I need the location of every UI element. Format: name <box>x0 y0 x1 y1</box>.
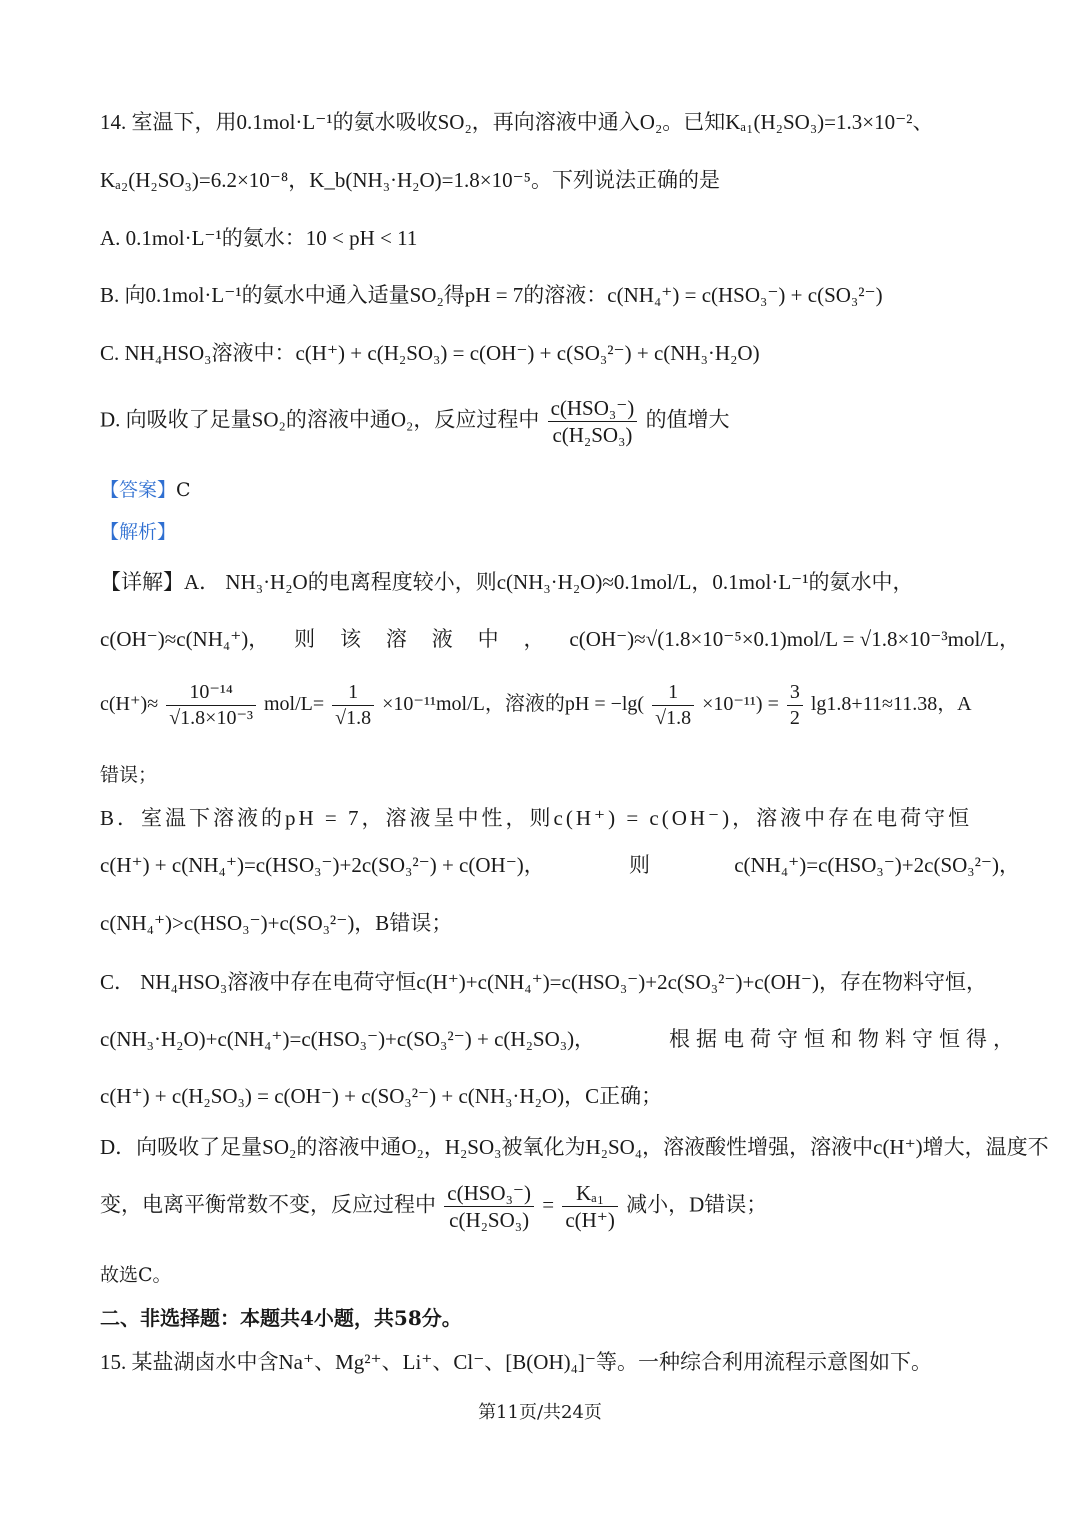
detail-a-line-2-part: ， <box>523 627 545 651</box>
d-line-2-equals: = <box>542 1192 555 1217</box>
detail-c-line-2-part: c(NH₃·H₂O)+c(NH₄⁺)=c(HSO₃⁻)+c(SO₃²⁻) + c(H₂SO₃)， <box>100 1027 596 1051</box>
option-d <box>100 395 1020 449</box>
detail-a-line-1: 【详解】A． NH₃·H₂O的电离程度较小，则c(NH₃·H₂O)≈0.1mol/L，0.1mol·L⁻¹的氨水中， <box>100 570 914 594</box>
detail-c-line-2-part: 根据电荷守恒和物料守恒得， <box>669 1027 1020 1051</box>
detail-c-line-3: c(H⁺) + c(H₂SO₃) = c(OH⁻) + c(SO₃²⁻) + c(NH₃·H₂O)，C正确； <box>100 1084 663 1108</box>
question-stem-line-1: 14. 室温下，用0.1mol·L⁻¹的氨水吸收SO₂，再向溶液中通入O₂。已知Kₐ₁(H₂SO₃)=1.3×10⁻²、 <box>100 110 934 134</box>
detail-d-line-2 <box>100 1180 1020 1234</box>
detail-a-line-2-part: c(OH⁻)≈c(NH₄⁺)， <box>100 627 270 651</box>
fraction-numerator: c(HSO₃⁻) <box>444 1180 534 1207</box>
detail-a-line-2-part: 溶 <box>385 627 407 651</box>
section-heading: 二、非选择题：本题共4小题，共58分。 <box>100 1306 462 1330</box>
d-line-2-suffix: 减小，D错误； <box>626 1192 768 1217</box>
option-d-fraction-numerator: c(HSO₃⁻) <box>548 395 638 422</box>
detail-c-line-1: C． NH₄HSO₃溶液中存在电荷守恒c(H⁺)+c(NH₄⁺)=c(HSO₃⁻)+2c(SO₃²⁻)+c(OH⁻)，存在物料守恒， <box>100 970 988 994</box>
d-line-2-fraction-1 <box>444 1180 534 1234</box>
option-b: B. 向0.1mol·L⁻¹的氨水中通入适量SO₂得pH = 7的溶液：c(NH₄⁺) = c(HSO₃⁻) + c(SO₃²⁻) <box>100 283 883 307</box>
detail-b-line-2-part: c(H⁺) + c(NH₄⁺)=c(HSO₃⁻)+2c(SO₃²⁻) + c(OH⁻)， <box>100 853 545 877</box>
detail-d-line-1: D．向吸收了足量SO₂的溶液中通O₂，H₂SO₃被氧化为H₂SO₄，溶液酸性增强，溶液中c(H⁺)增大，温度不 <box>100 1135 1049 1159</box>
detail-a-line-2-part: 中 <box>477 627 499 651</box>
detail-a-line-2-part: 该 <box>340 627 362 651</box>
detail-c-line-2 <box>100 1025 1020 1054</box>
detail-b-line-1: B．室温下溶液的pH = 7，溶液呈中性，则c(H⁺) = c(OH⁻)，溶液中存在电荷守恒 <box>100 806 973 830</box>
detail-a-line-4: 错误； <box>100 764 158 786</box>
detail-a-line-2 <box>100 625 1020 654</box>
a-line-3-mid-2: ×10⁻¹¹mol/L，溶液的pH = −lg( <box>382 693 645 716</box>
fraction-denominator: √1.8×10⁻³ <box>169 707 253 729</box>
fraction-numerator: 3 <box>787 680 803 706</box>
detail-b-line-3: c(NH₄⁺)>c(HSO₃⁻)+c(SO₃²⁻)，B错误； <box>100 911 453 935</box>
fraction-denominator: c(H⁺) <box>565 1208 615 1233</box>
fraction-denominator: √1.8 <box>655 707 692 729</box>
a-line-3-prefix: c(H⁺)≈ <box>100 693 159 716</box>
a-line-3-mid-1: mol/L= <box>264 693 325 716</box>
d-line-2-fraction-2 <box>562 1180 618 1234</box>
answer-tag: 【答案】 <box>100 479 177 501</box>
a-line-3-end: lg1.8+11≈11.38，A <box>810 693 972 716</box>
option-a: A. 0.1mol·L⁻¹的氨水：10 < pH < 11 <box>100 226 418 250</box>
conclusion: 故选C。 <box>100 1264 172 1286</box>
fraction-numerator: 1 <box>332 680 374 706</box>
a-line-3-fraction-1 <box>166 680 256 731</box>
a-line-3-fraction-3 <box>652 680 694 731</box>
answer-value: C <box>176 479 191 501</box>
option-d-prefix: D. 向吸收了足量SO₂的溶液中通O₂，反应过程中 <box>100 407 540 432</box>
detail-a-line-2-part: c(OH⁻)≈√(1.8×10⁻⁵×0.1)mol/L = √1.8×10⁻³mol/L， <box>569 627 1020 651</box>
fraction-numerator: Kₐ₁ <box>562 1180 618 1207</box>
a-line-3-fraction-2 <box>332 680 374 731</box>
d-line-2-prefix: 变，电离平衡常数不变，反应过程中 <box>100 1192 436 1217</box>
detail-a-line-3 <box>100 680 1020 731</box>
detail-a-line-2-part: 液 <box>431 627 453 651</box>
question-15: 15. 某盐湖卤水中含Na⁺、Mg²⁺、Li⁺、Cl⁻、[B(OH)₄]⁻等。一种综合利用流程示意图如下。 <box>100 1350 933 1374</box>
analysis-tag: 【解析】 <box>100 521 177 543</box>
detail-b-line-2-part: 则 <box>628 853 650 877</box>
fraction-numerator: 1 <box>652 680 694 706</box>
question-stem-line-2: Kₐ₂(H₂SO₃)=6.2×10⁻⁸，K_b(NH₃·H₂O)=1.8×10⁻⁵。下列说法正确的是 <box>100 168 721 192</box>
a-line-3-fraction-4 <box>787 680 803 731</box>
a-line-3-mid-3: ×10⁻¹¹) = <box>702 693 779 716</box>
option-d-fraction-denominator: c(H₂SO₃) <box>552 423 633 448</box>
fraction-denominator: c(H₂SO₃) <box>449 1208 530 1233</box>
option-d-suffix: 的值增大 <box>645 407 730 432</box>
page-footer: 第11页/共24页 <box>478 1402 602 1423</box>
fraction-denominator: √1.8 <box>335 707 372 729</box>
option-d-fraction <box>548 395 638 449</box>
answer <box>100 477 1020 504</box>
detail-b-line-2 <box>100 851 1020 880</box>
fraction-denominator: 2 <box>789 707 800 729</box>
detail-a-line-2-part: 则 <box>294 627 316 651</box>
detail-b-line-2-part: c(NH₄⁺)=c(HSO₃⁻)+2c(SO₃²⁻)， <box>734 853 1020 877</box>
fraction-numerator: 10⁻¹⁴ <box>166 680 256 706</box>
option-c: C. NH₄HSO₃溶液中：c(H⁺) + c(H₂SO₃) = c(OH⁻) + c(SO₃²⁻) + c(NH₃·H₂O) <box>100 341 760 365</box>
